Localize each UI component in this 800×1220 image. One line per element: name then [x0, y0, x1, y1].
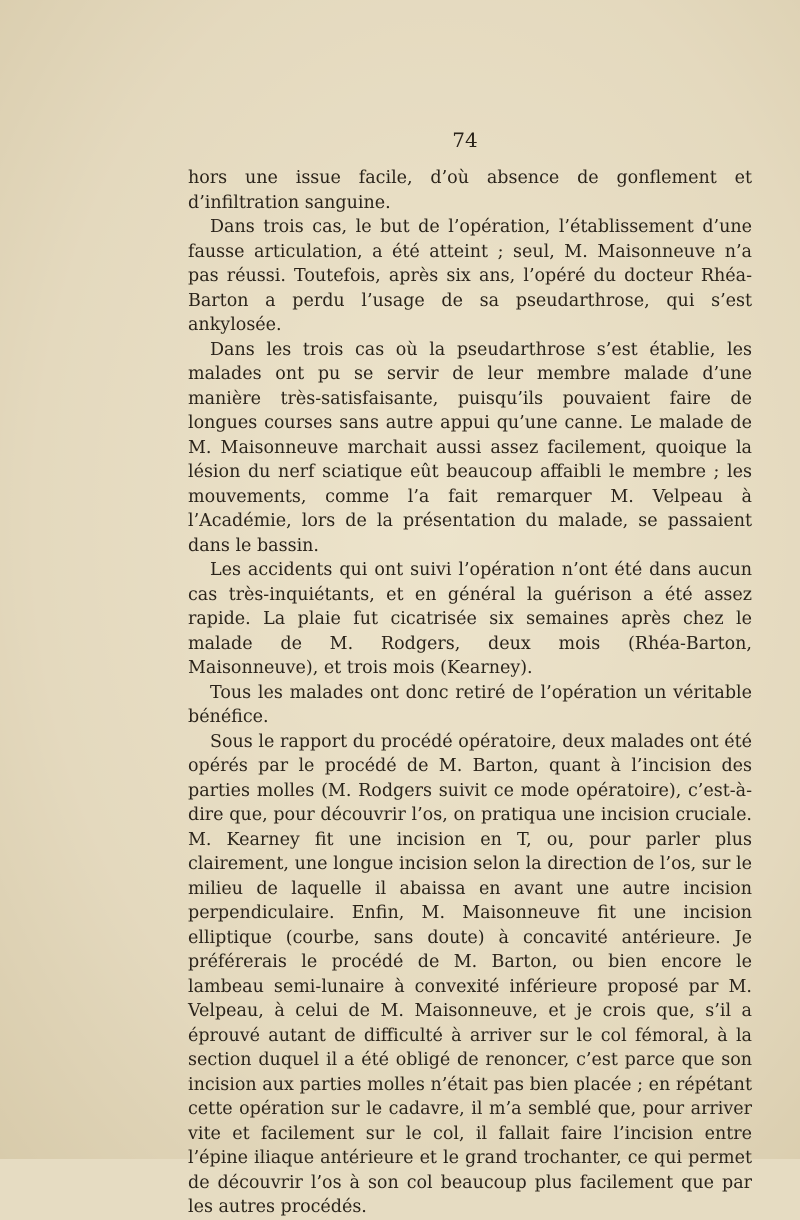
- paragraph-4: Les accidents qui ont suivi l’opération n’ont été dans aucun cas très-inquiétants, et en général la guérison a été assez rapide. La plaie fut cicatrisée six semaines après chez le malade de M. Rodgers, deux mois (Rhéa-Barton, Maisonneuve), et trois mois (Kearney).: [188, 560, 752, 678]
- page-number: 74: [452, 128, 478, 152]
- paragraph-5: Tous les malades ont donc retiré de l’opération un véritable bénéfice.: [188, 682, 752, 727]
- paragraph-2: Dans trois cas, le but de l’opération, l’établissement d’une fausse articulation, a été atteint ; seul, M. Maisonneuve n’a pas réussi. Toutefois, après six ans, l’opéré du docteur Rhéa-Barton a perdu l’usage de sa pseudarthrose, qui s’est ankylosée.: [188, 217, 752, 335]
- paragraph-6: Sous le rapport du procédé opératoire, deux malades ont été opérés par le procédé de M. Barton, quant à l’incision des parties molles (M. Rodgers suivit ce mode opératoire), c’est-à-dire que, pour découvrir l’os, on pratiqua une incision cruciale. M. Kearney fit une incision en T, ou, pour parler plus clairement, une longue incision selon la direction de l’os, sur le milieu de laquelle il abaissa en avant une autre incision perpendiculaire. Enfin, M. Maisonneuve fit une incision elliptique (courbe, sans doute) à concavité antérieure. Je préférerais le procédé de M. Barton, ou bien encore le lambeau semi-lunaire à convexité inférieure proposé par M. Velpeau, à celui de M. Maisonneuve, et je crois que, s’il a éprouvé autant de difficulté à arriver sur le col fémoral, à la section duquel il a été obligé de renoncer, c’est parce que son incision aux parties molles n’était pas bien placée ; en répétant cette opération sur le cadavre, il m’a semblé que, pour arriver vite et facilement sur le col, il fallait faire l’incision entre l’épine iliaque antérieure et le grand trochanter, ce qui permet de découvrir l’os à son col beaucoup plus facilement que par les autres procédés.: [188, 731, 752, 1217]
- body-text: [188, 166, 752, 1220]
- paragraph-1: hors une issue facile, d’où absence de gonflement et d’infiltration sanguine.: [188, 168, 752, 213]
- paragraph-3: Dans les trois cas où la pseudarthrose s’est établie, les malades ont pu se servir de leur membre malade d’une manière très-satisfaisante, puisqu’ils pouvaient faire de longues courses sans autre appui qu’une canne. Le malade de M. Maisonneuve marchait aussi assez facilement, quoique la lésion du nerf sciatique eût beaucoup affaibli le membre ; les mouvements, comme l’a fait remarquer M. Velpeau à l’Académie, lors de la présentation du malade, se passaient dans le bassin.: [188, 339, 752, 556]
